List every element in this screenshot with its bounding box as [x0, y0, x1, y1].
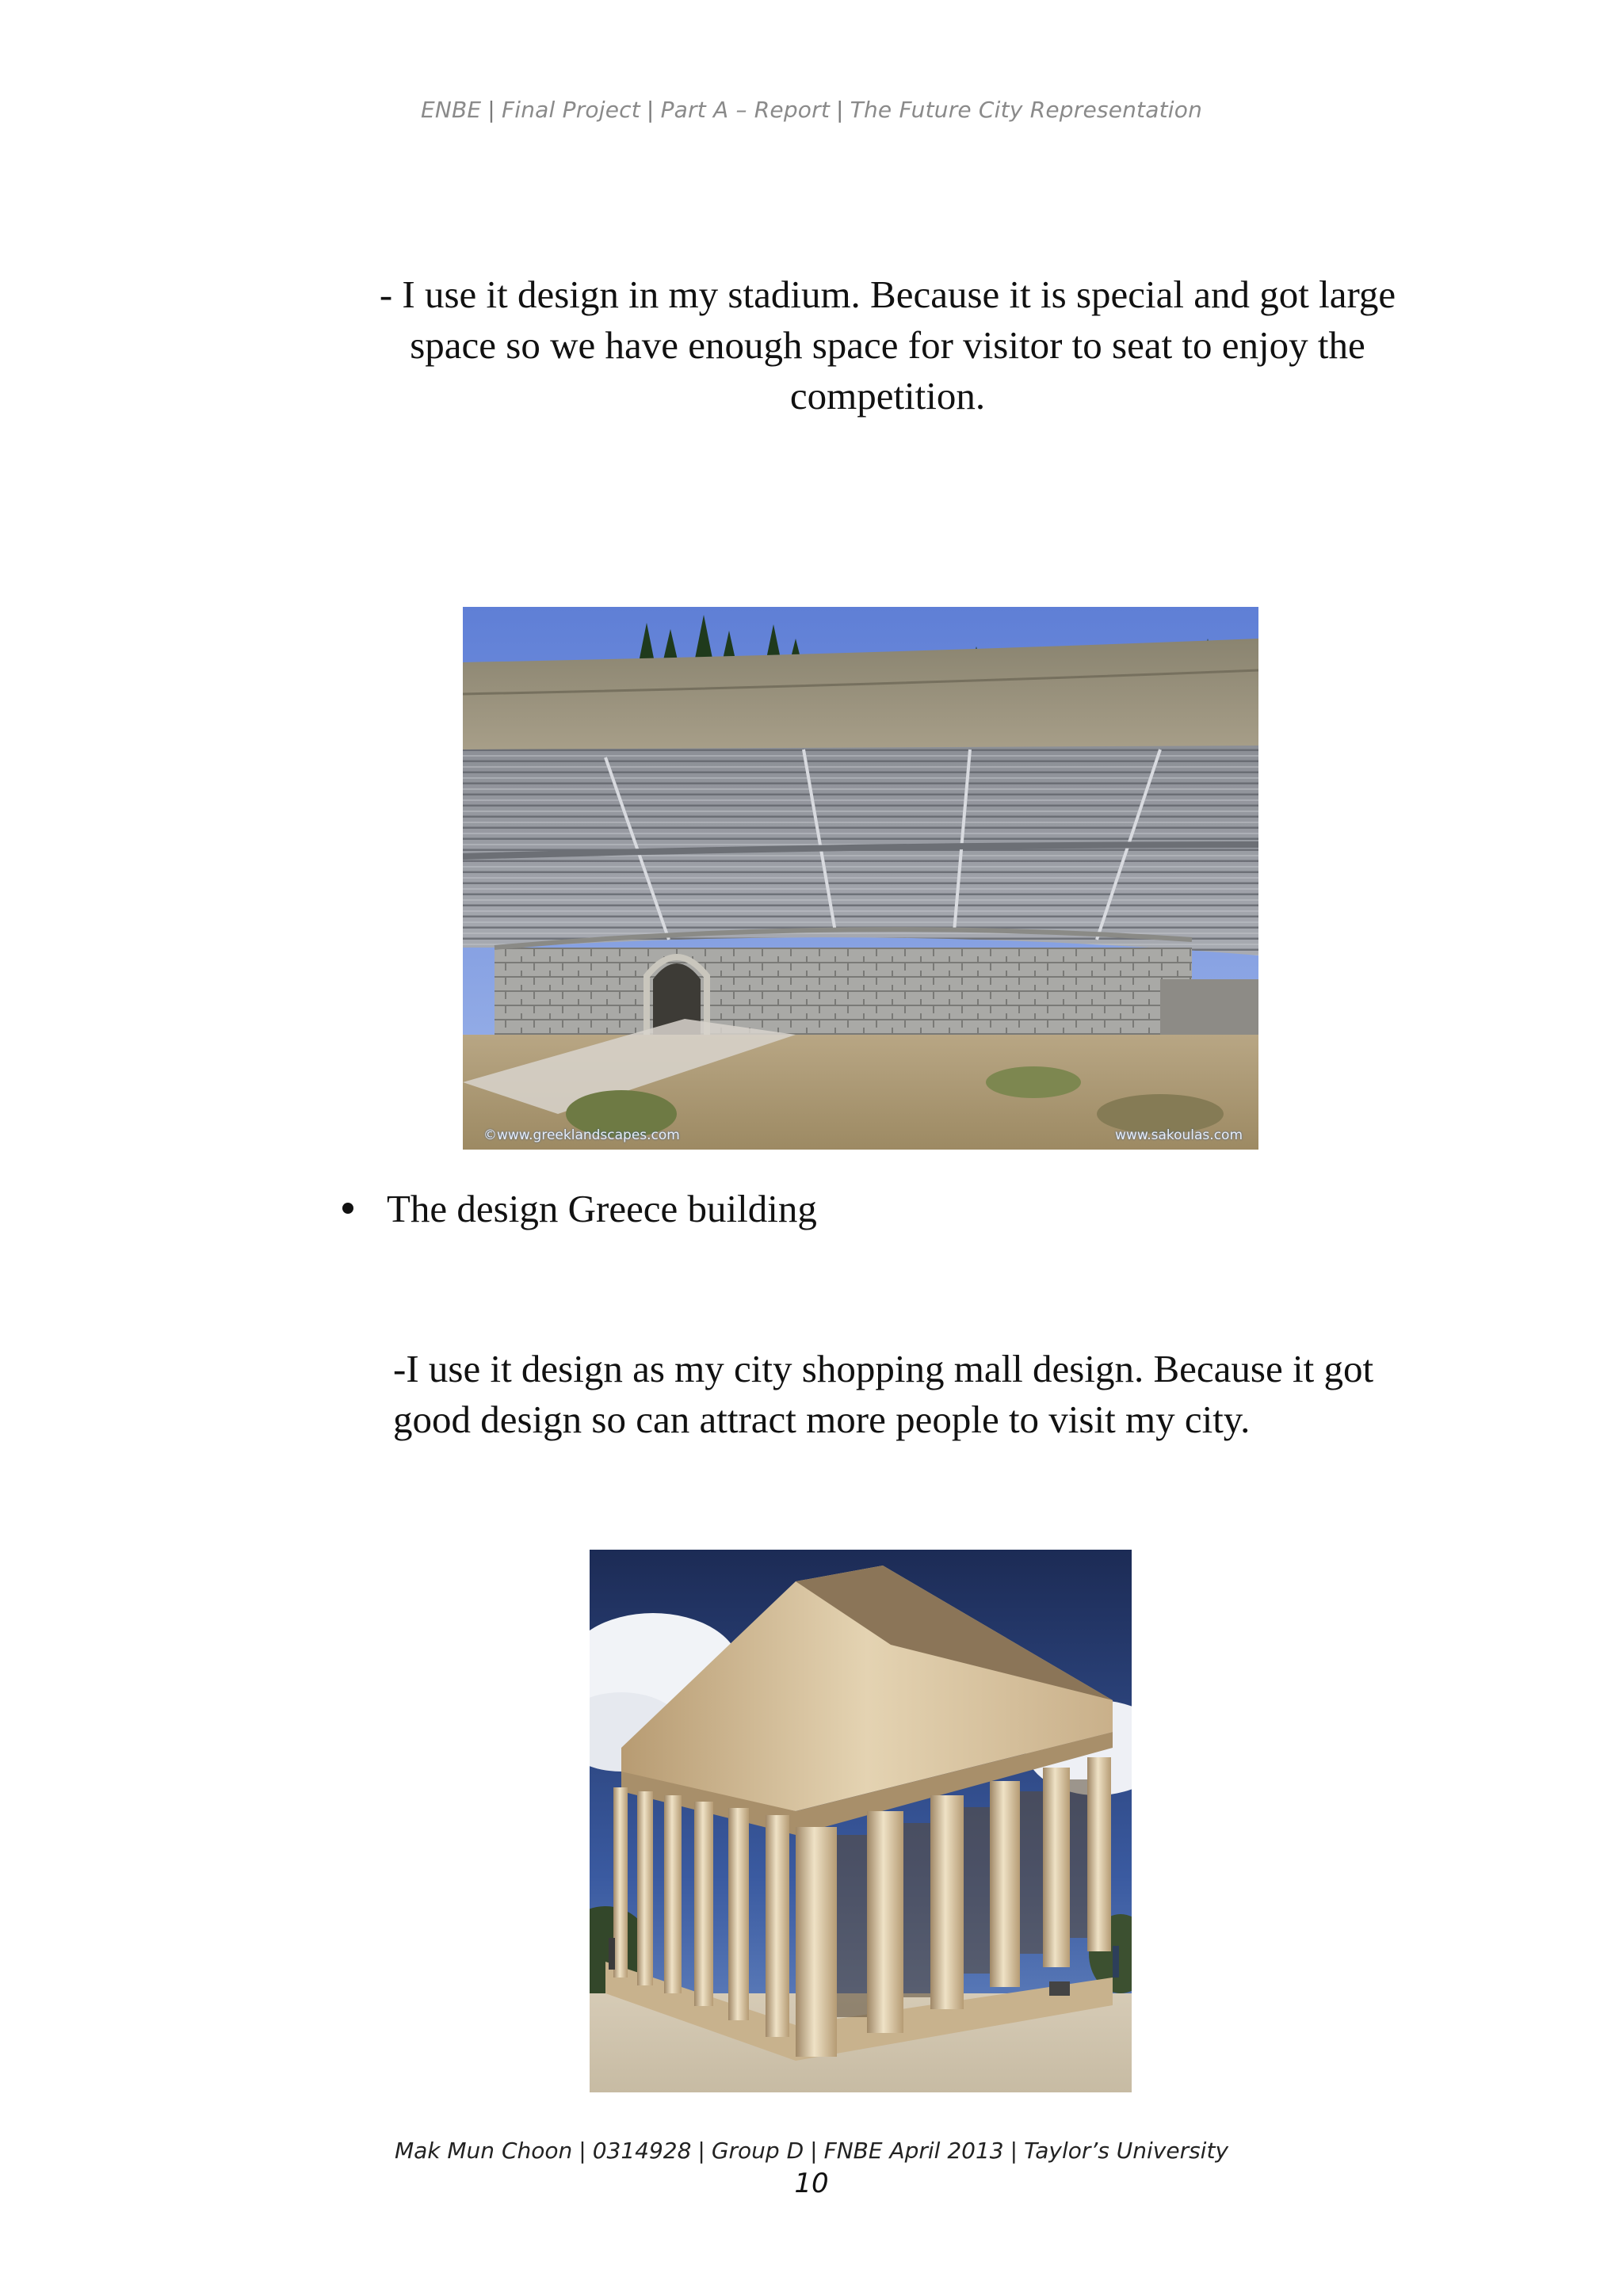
footer-part: Taylor’s University	[1024, 2138, 1229, 2164]
page-number: 10	[794, 2168, 829, 2199]
page-header	[0, 97, 1623, 123]
footer-separator: |	[697, 2138, 705, 2164]
theatre-photo	[463, 607, 1258, 1150]
header-separator: |	[487, 97, 495, 123]
header-part: Final Project	[501, 97, 640, 123]
footer-part: Mak Mun Choon	[394, 2138, 573, 2164]
footer-part: 0314928	[592, 2138, 692, 2164]
header-part: The Future City Representation	[850, 97, 1203, 123]
page-footer	[0, 2138, 1623, 2164]
header-separator: |	[646, 97, 655, 123]
footer-separator: |	[579, 2138, 586, 2164]
header-part: Part A – Report	[660, 97, 831, 123]
footer-separator: |	[1010, 2138, 1018, 2164]
footer-part: FNBE April 2013	[823, 2138, 1004, 2164]
temple-photo	[590, 1550, 1132, 2092]
bullet-icon	[342, 1203, 353, 1214]
photo-watermark-left: ©www.greeklandscapes.com	[483, 1127, 680, 1143]
bullet-item	[342, 1184, 1373, 1234]
mall-paragraph: -I use it design as my city shopping mall design. Because it got good design so can attract more people to visit my city.	[393, 1347, 1374, 1441]
header-part: ENBE	[420, 97, 482, 123]
bullet-text: The design Greece building	[387, 1187, 817, 1230]
header-separator: |	[836, 97, 844, 123]
footer-separator: |	[810, 2138, 818, 2164]
photo-watermark-right: www.sakoulas.com	[1115, 1127, 1243, 1143]
stadium-paragraph: - I use it design in my stadium. Because it is special and got large space so we have enough space for visitor to seat to enjoy the competition.	[379, 273, 1396, 418]
footer-part: Group D	[711, 2138, 804, 2164]
